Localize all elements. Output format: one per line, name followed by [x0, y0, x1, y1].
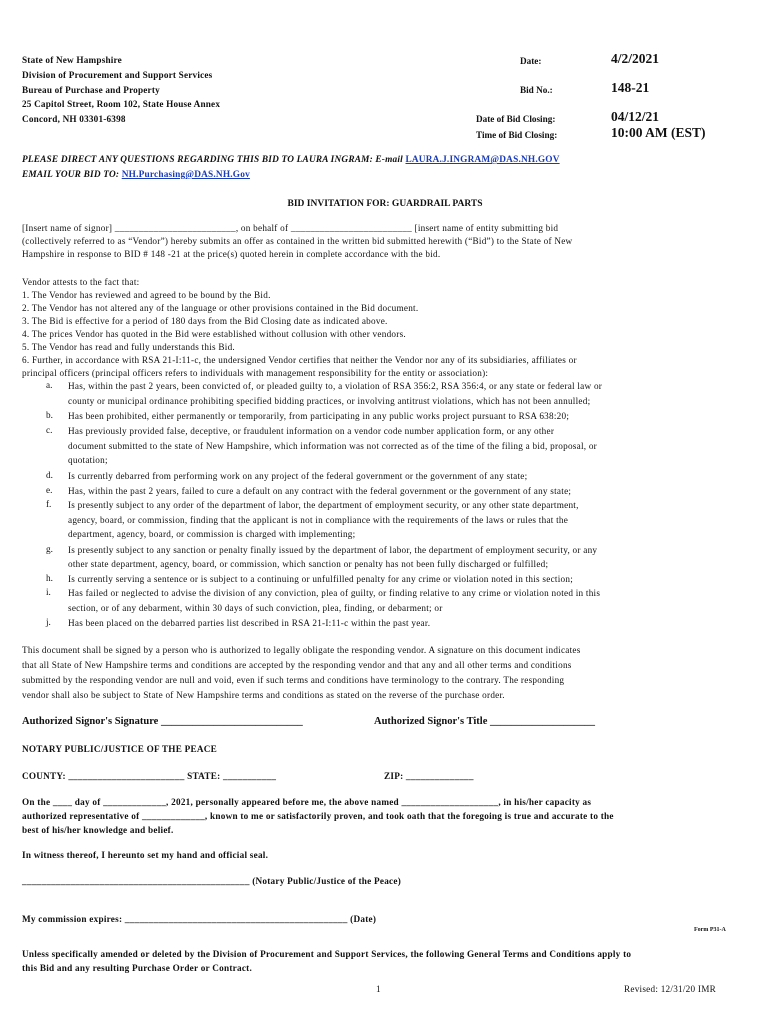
address-line-5: Concord, NH 03301-6398: [22, 114, 126, 124]
closing-date-label: Date of Bid Closing:: [476, 114, 556, 124]
sub-item-j-line-1: Has been placed on the debarred parties list described in RSA 21-I:11-c within the past year.: [68, 618, 431, 628]
sub-item-letter: j.: [46, 617, 51, 627]
sub-item-h-line-1: Is currently serving a sentence or is subject to a continuing or unfulfilled penalty for any crime or violation noted in this section;: [68, 574, 574, 584]
witness-statement: In witness thereof, I hereunto set my hand and official seal.: [22, 850, 269, 860]
general-terms-line-1: Unless specifically amended or deleted by the Division of Procurement and Support Services, the following General Terms and Conditions apply to: [22, 949, 632, 959]
sub-item-letter: d.: [46, 470, 53, 480]
closing-date-value: 04/12/21: [611, 109, 660, 124]
closing-line-1: This document shall be signed by a person who is authorized to legally obligate the responding vendor. A signature on this document indicates: [22, 645, 581, 655]
page-number: 1: [376, 984, 381, 994]
attest-item-3: 3. The Bid is effective for a period of 180 days from the Bid Closing date as indicated above.: [22, 316, 388, 326]
signor-signature-field[interactable]: Authorized Signor's Signature ___________________________: [22, 716, 303, 727]
address-line-1: State of New Hampshire: [22, 55, 122, 65]
notary-signature-field[interactable]: _______________________________________________ (Notary Public/Justice of the Peace): [22, 876, 402, 886]
attest-item-1: 1. The Vendor has reviewed and agreed to be bound by the Bid.: [22, 290, 271, 300]
sub-item-letter: f.: [46, 499, 52, 509]
submit-text: EMAIL YOUR BID TO:: [22, 170, 122, 180]
address-line-2: Division of Procurement and Support Services: [22, 70, 213, 80]
oath-line-2: authorized representative of _____________, known to me or satisfactorily proven, and took oath that the foregoing is true and accurate to the: [22, 811, 614, 821]
sub-item-i-line-2: section, or of any debarment, within 30 days of such conviction, plea, finding, or debarment; or: [68, 603, 443, 613]
oath-line-3: best of his/her knowledge and belief.: [22, 825, 174, 835]
signor-title-field[interactable]: Authorized Signor's Title ____________________: [374, 716, 595, 727]
bid-no-label: Bid No.:: [520, 85, 553, 95]
sub-item-e-line-1: Has, within the past 2 years, failed to cure a default on any contract with the federal government or the government of any state;: [68, 486, 572, 496]
attests-heading: Vendor attests to the fact that:: [22, 277, 140, 287]
document-title: BID INVITATION FOR: GUARDRAIL PARTS: [287, 199, 483, 209]
form-number: Form P31-A: [694, 927, 726, 933]
sub-item-f-line-3: department, agency, board, or commission is charged with implementing;: [68, 529, 356, 539]
sub-item-a-line-1: Has, within the past 2 years, been convicted of, or pleaded guilty to, a violation of RSA 356:2, RSA 356:4, or any state or federal law or: [68, 381, 603, 391]
oath-line-1: On the ____ day of _____________, 2021, personally appeared before me, the above named ____________________, in his/her capacity as: [22, 797, 592, 807]
revised-note: Revised: 12/31/20 IMR: [624, 984, 717, 994]
attest-item-4: 4. The prices Vendor has quoted in the Bid were established without collusion with other vendors.: [22, 329, 406, 339]
contact-email-link[interactable]: LAURA.J.INGRAM@DAS.NH.GOV: [405, 155, 560, 165]
commission-expires-field[interactable]: My commission expires: ______________________________________________ (Date): [22, 914, 377, 924]
closing-line-2: that all State of New Hampshire terms and conditions are accepted by the responding vendor and that any and all other terms and conditions: [22, 660, 572, 670]
sub-item-d-line-1: Is currently debarred from performing work on any project of the federal government or the government of any state;: [68, 471, 528, 481]
questions-line: [22, 155, 560, 165]
intro-line-3: Hampshire in response to BID # 148 -21 at the price(s) quoted herein in complete accordance with the bid.: [22, 249, 441, 259]
sub-item-letter: b.: [46, 410, 53, 420]
sub-item-letter: i.: [46, 587, 51, 597]
attest-item-6: 6. Further, in accordance with RSA 21-I:11-c, the undersigned Vendor certifies that neither the Vendor nor any of its subsidiaries, affiliates or: [22, 355, 577, 365]
attest-item-2: 2. The Vendor has not altered any of the language or other provisions contained in the Bid document.: [22, 303, 419, 313]
zip-field[interactable]: ZIP: ______________: [384, 771, 474, 781]
bid-no-value: 148-21: [611, 80, 650, 95]
sub-item-c-line-3: quotation;: [68, 455, 108, 465]
notary-heading: NOTARY PUBLIC/JUSTICE OF THE PEACE: [22, 744, 218, 754]
sub-item-letter: h.: [46, 573, 53, 583]
sub-item-a-line-2: county or municipal ordinance prohibiting specified bidding practices, or involving antitrust violations, which has not been annulled;: [68, 396, 591, 406]
submit-line: [22, 170, 250, 180]
intro-line-1: [Insert name of signor] _________________________, on behalf of _________________________ [insert name of entity submitting bid: [22, 223, 559, 233]
address-line-3: Bureau of Purchase and Property: [22, 85, 160, 95]
attest-item-6-cont: principal officers (principal officers refers to individuals with management responsibility for the entity or association):: [22, 368, 489, 378]
sub-item-letter: a.: [46, 380, 53, 390]
submit-email-link[interactable]: NH.Purchasing@DAS.NH.Gov: [121, 170, 250, 180]
sub-item-b-line-1: Has been prohibited, either permanently or temporarily, from participating in any public works project pursuant to RSA 638:20;: [68, 411, 570, 421]
sub-item-letter: c.: [46, 425, 53, 435]
attest-item-5: 5. The Vendor has read and fully understands this Bid.: [22, 342, 235, 352]
sub-item-f-line-2: agency, board, or commission, finding that the applicant is not in compliance with the requirements of the laws or rules that the: [68, 515, 569, 525]
closing-line-3: submitted by the responding vendor are null and void, even if such terms and conditions have terminology to the contrary. The responding: [22, 675, 565, 685]
sub-item-letter: e.: [46, 485, 53, 495]
general-terms-line-2: this Bid and any resulting Purchase Order or Contract.: [22, 963, 253, 973]
sub-item-g-line-1: Is presently subject to any sanction or penalty finally issued by the department of labor, the department of employment security, or any: [68, 545, 598, 555]
sub-item-letter: g.: [46, 544, 53, 554]
sub-item-c-line-2: document submitted to the state of New Hampshire, which information was not corrected as of the time of the filing a bid, proposal, or: [68, 441, 597, 451]
sub-item-c-line-1: Has previously provided false, deceptive, or fraudulent information on a vendor code number application form, or any other: [68, 426, 555, 436]
sub-item-i-line-1: Has failed or neglected to advise the division of any conviction, plea of guilty, or finding relative to any crime or violation noted in this: [68, 588, 601, 598]
intro-line-2: (collectively referred to as “Vendor”) hereby submits an offer as contained in the written bid submitted herewith (“Bid”) to the State of New: [22, 236, 573, 246]
sub-item-g-line-2: other state department, agency, board, or commission, which sanction or penalty has not been fully discharged or fulfilled;: [68, 559, 549, 569]
date-label: Date:: [520, 56, 542, 66]
county-state-field[interactable]: COUNTY: ________________________ STATE: ___________: [22, 771, 277, 781]
questions-text: PLEASE DIRECT ANY QUESTIONS REGARDING THIS BID TO LAURA INGRAM: E-mail: [22, 155, 406, 165]
closing-line-4: vendor shall also be subject to State of New Hampshire terms and conditions as stated on the reverse of the purchase order.: [22, 690, 505, 700]
date-value: 4/2/2021: [611, 51, 660, 66]
closing-time-label: Time of Bid Closing:: [476, 130, 558, 140]
address-line-4: 25 Capitol Street, Room 102, State House Annex: [22, 99, 221, 109]
closing-time-value: 10:00 AM (EST): [611, 125, 706, 140]
sub-item-f-line-1: Is presently subject to any order of the department of labor, the department of employment security, or any other state department,: [68, 500, 579, 510]
